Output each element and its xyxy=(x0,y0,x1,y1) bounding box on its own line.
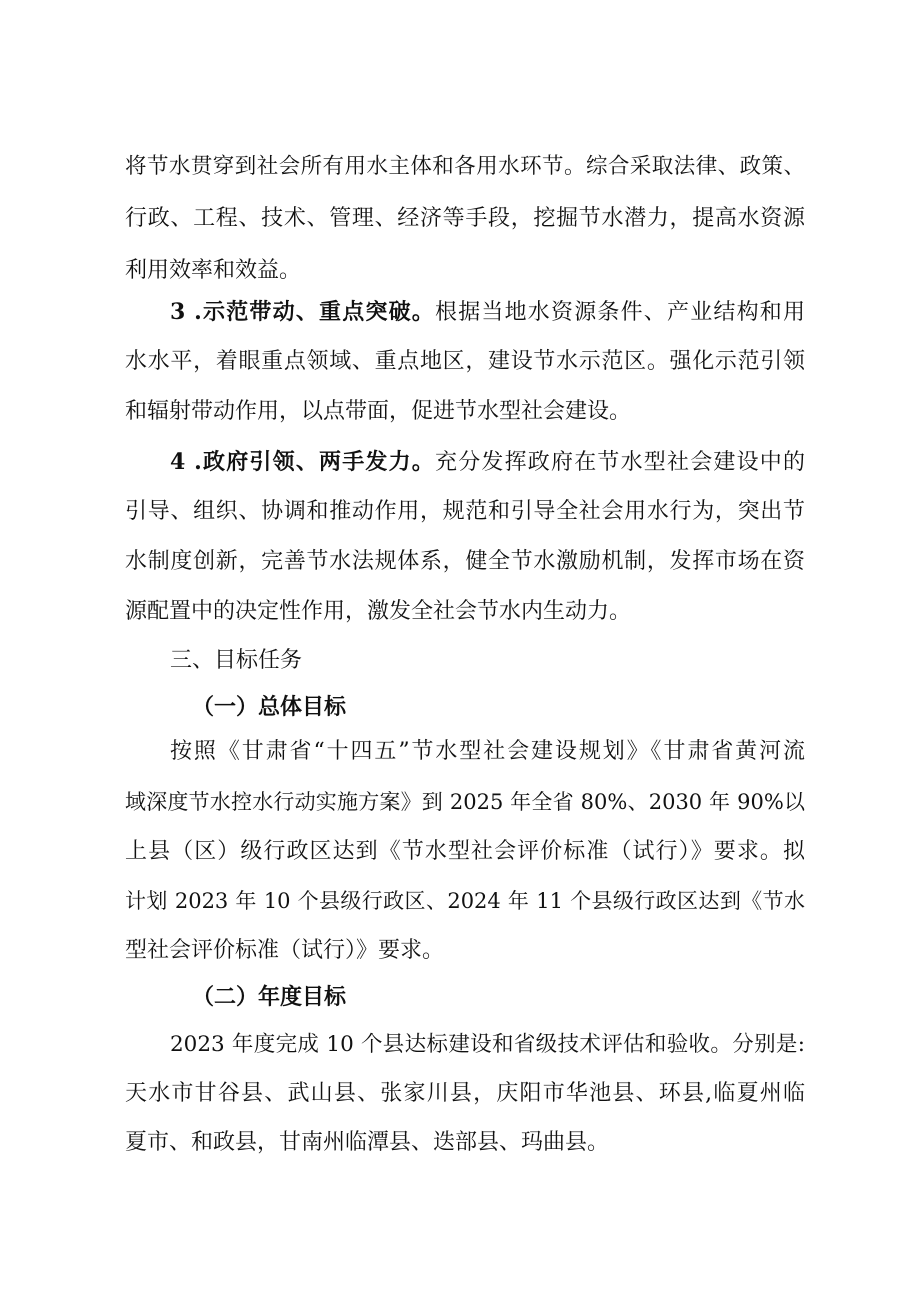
text-line: 引导、组织、协调和推动作用，规范和引导全社会用水行为，突出节 xyxy=(125,499,805,524)
text-line: 和辐射带动作用，以点带面，促进节水型社会建设。 xyxy=(125,399,632,424)
section-heading: 三、目标任务 xyxy=(170,648,303,673)
text-line: 利用效率和效益。 xyxy=(125,258,302,283)
subsection-heading: （一）总体目标 xyxy=(192,694,347,720)
subsection-heading: （二）年度目标 xyxy=(192,984,347,1010)
principle-3-first-line xyxy=(170,297,805,328)
text-line: 按照《甘肃省“十四五”节水型社会建设规划》《甘肃省黄河流 xyxy=(170,739,805,764)
text-line: 水制度创新，完善节水法规体系，健全节水激励机制，发挥市场在资 xyxy=(125,549,805,574)
text-line: 行政、工程、技术、管理、经济等手段，挖掘节水潜力，提高水资源 xyxy=(125,206,805,231)
text-line: 域深度节水控水行动实施方案》到 2025 年全省 80%、2030 年 90%以 xyxy=(125,790,805,814)
principle-4-lead: 4 .政府引领、两手发力。 xyxy=(170,449,436,475)
principle-3-lead: 3 .示范带动、重点突破。 xyxy=(170,299,436,325)
principle-4-first-line xyxy=(170,447,805,478)
text-line: 夏市、和政县，甘南州临潭县、迭部县、玛曲县。 xyxy=(125,1130,610,1155)
principle-4-text: 充分发挥政府在节水型社会建设中的 xyxy=(435,450,805,475)
text-line: 2023 年度完成 10 个县达标建设和省级技术评估和验收。分别是: xyxy=(170,1032,805,1057)
text-line: 天水市甘谷县、武山县、张家川县，庆阳市华池县、环县,临夏州临 xyxy=(125,1081,805,1106)
text-line: 水水平，着眼重点领域、重点地区，建设节水示范区。强化示范引领 xyxy=(125,349,805,374)
text-line: 将节水贯穿到社会所有用水主体和各用水环节。综合采取法律、政策、 xyxy=(125,154,805,179)
text-line: 型社会评价标准（试行）》要求。 xyxy=(125,938,445,963)
text-line: 上县（区）级行政区达到《节水型社会评价标准（试行）》要求。拟 xyxy=(125,839,805,864)
text-line: 源配置中的决定性作用，激发全社会节水内生动力。 xyxy=(125,599,632,624)
text-line: 计划 2023 年 10 个县级行政区、2024 年 11 个县级行政区达到《节水 xyxy=(125,889,805,913)
principle-3-text: 根据当地水资源条件、产业结构和用 xyxy=(435,300,805,325)
